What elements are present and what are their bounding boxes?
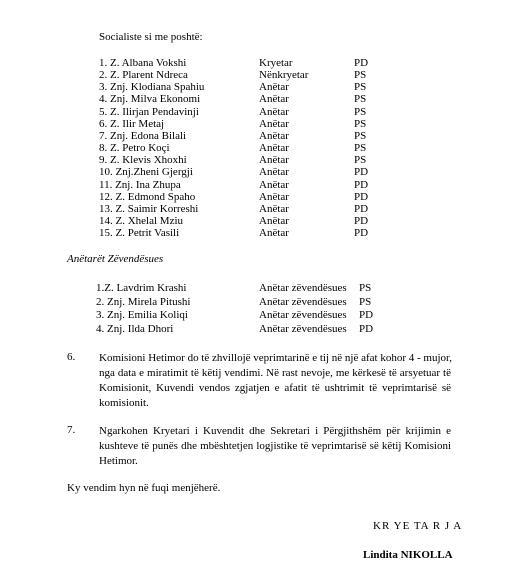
member-party: PD [354, 178, 369, 191]
member-role: Kryetar [259, 57, 293, 69]
member-role: Anëtar [259, 227, 289, 240]
member-role: Anëtar [259, 190, 289, 203]
member-name: 9. Z. Klevis Xhoxhi [99, 154, 187, 167]
member-role: Anëtar [259, 214, 289, 227]
member-name: 10. Znj.Zheni Gjergji [99, 166, 193, 179]
member-role: Anëtar [259, 105, 289, 118]
signature-name: Lindita NIKOLLA [363, 549, 453, 561]
member-party: PD [354, 227, 369, 240]
point-6-text [99, 351, 451, 411]
member-name: 11. Znj. Ina Zhupa [99, 178, 181, 191]
substitute-role: Anëtar zëvendësues [259, 295, 347, 308]
member-party: PS [354, 81, 367, 94]
member-role: Anëtar [259, 178, 289, 191]
point-7-line: Ngarkohen Kryetari i Kuvendit dhe Sekretari i Përgjithshëm për krijimin e [99, 425, 451, 437]
member-role: Anëtar [259, 93, 289, 106]
member-name: 14. Z. Xhelal Mziu [99, 214, 184, 227]
member-party: PD [354, 190, 369, 203]
substitute-party: PD [359, 309, 374, 322]
substitute-name: 4. Znj. Ilda Dhori [96, 323, 174, 336]
intro-text: Socialiste si me poshtë: [99, 31, 203, 43]
member-party: PS [354, 69, 367, 82]
member-party: PS [354, 117, 367, 130]
substitute-party: PS [359, 282, 372, 294]
substitute-role: Anëtar zëvendësues [259, 323, 347, 336]
substitute-name: 2. Znj. Mirela Pitushi [96, 295, 191, 308]
member-party: PS [354, 93, 367, 106]
substitutes-heading: Anëtarët Zëvendësues [67, 253, 164, 265]
substitute-role: Anëtar zëvendësues [259, 282, 347, 294]
member-party: PS [354, 154, 367, 167]
member-party: PD [354, 57, 369, 69]
point-7-line: Hetimor. [99, 455, 138, 467]
member-name: 12. Z. Edmond Spaho [99, 190, 196, 203]
substitute-party: PD [359, 323, 374, 336]
closing-text: Ky vendim hyn në fuqi menjëherë. [67, 482, 221, 494]
point-7-line: kushteve të punës dhe mbështetjen logjistike të veprimtarisë së këtij Komisioni [99, 440, 451, 452]
member-name: 15. Z. Petrit Vasili [99, 227, 180, 240]
point-7-number: 7. [67, 424, 76, 436]
signature-title: KR YE TA R J A [373, 520, 463, 532]
member-name: 2. Z. Plarent Ndreca [99, 69, 188, 82]
member-name: 3. Znj. Klodiana Spahiu [99, 81, 205, 94]
member-role: Anëtar [259, 117, 289, 130]
substitute-name: 3. Znj. Emilia Koliqi [96, 309, 188, 322]
member-role: Anëtar [259, 154, 289, 167]
point-6-line: nga data e miratimit të këtij vendimi. Në rast nevoje, me kërkesë të arsyetuar të [99, 367, 451, 379]
point-6-line: Komisioni Hetimor do të zhvillojë veprimtarinë e tij në një afat kohor 4 - mujor, [99, 352, 452, 364]
point-6-line: Komisionit, Kuvendi vendos zgjatjen e afatit të ushtrimit të veprimtarisë së [99, 382, 451, 394]
substitute-party: PS [359, 295, 372, 308]
member-name: 5. Z. Ilirjan Pendavinji [99, 105, 199, 118]
member-name: 8. Z. Petro Koçi [99, 142, 170, 155]
substitute-role: Anëtar zëvendësues [259, 309, 347, 322]
member-name: 13. Z. Saimir Korreshi [99, 202, 199, 215]
substitute-name: 1.Z. Lavdrim Krashi [96, 282, 187, 294]
member-party: PS [354, 129, 367, 142]
member-role: Anëtar [259, 166, 289, 179]
member-party: PD [354, 166, 369, 179]
member-name: 4. Znj. Milva Ekonomi [99, 93, 201, 106]
member-name: 6. Z. Ilir Metaj [99, 117, 165, 130]
point-7-text [99, 424, 451, 469]
member-party: PS [354, 105, 367, 118]
member-role: Anëtar [259, 142, 289, 155]
member-party: PS [354, 142, 367, 155]
member-role: Nënkryetar [259, 69, 309, 82]
member-name: 1. Z. Albana Vokshi [99, 57, 187, 69]
point-6-number: 6. [67, 351, 76, 363]
member-role: Anëtar [259, 129, 289, 142]
member-name: 7. Znj. Edona Bilali [99, 129, 187, 142]
member-party: PD [354, 202, 369, 215]
member-party: PD [354, 214, 369, 227]
point-6-line: komisionit. [99, 397, 149, 409]
member-role: Anëtar [259, 202, 289, 215]
member-role: Anëtar [259, 81, 289, 94]
